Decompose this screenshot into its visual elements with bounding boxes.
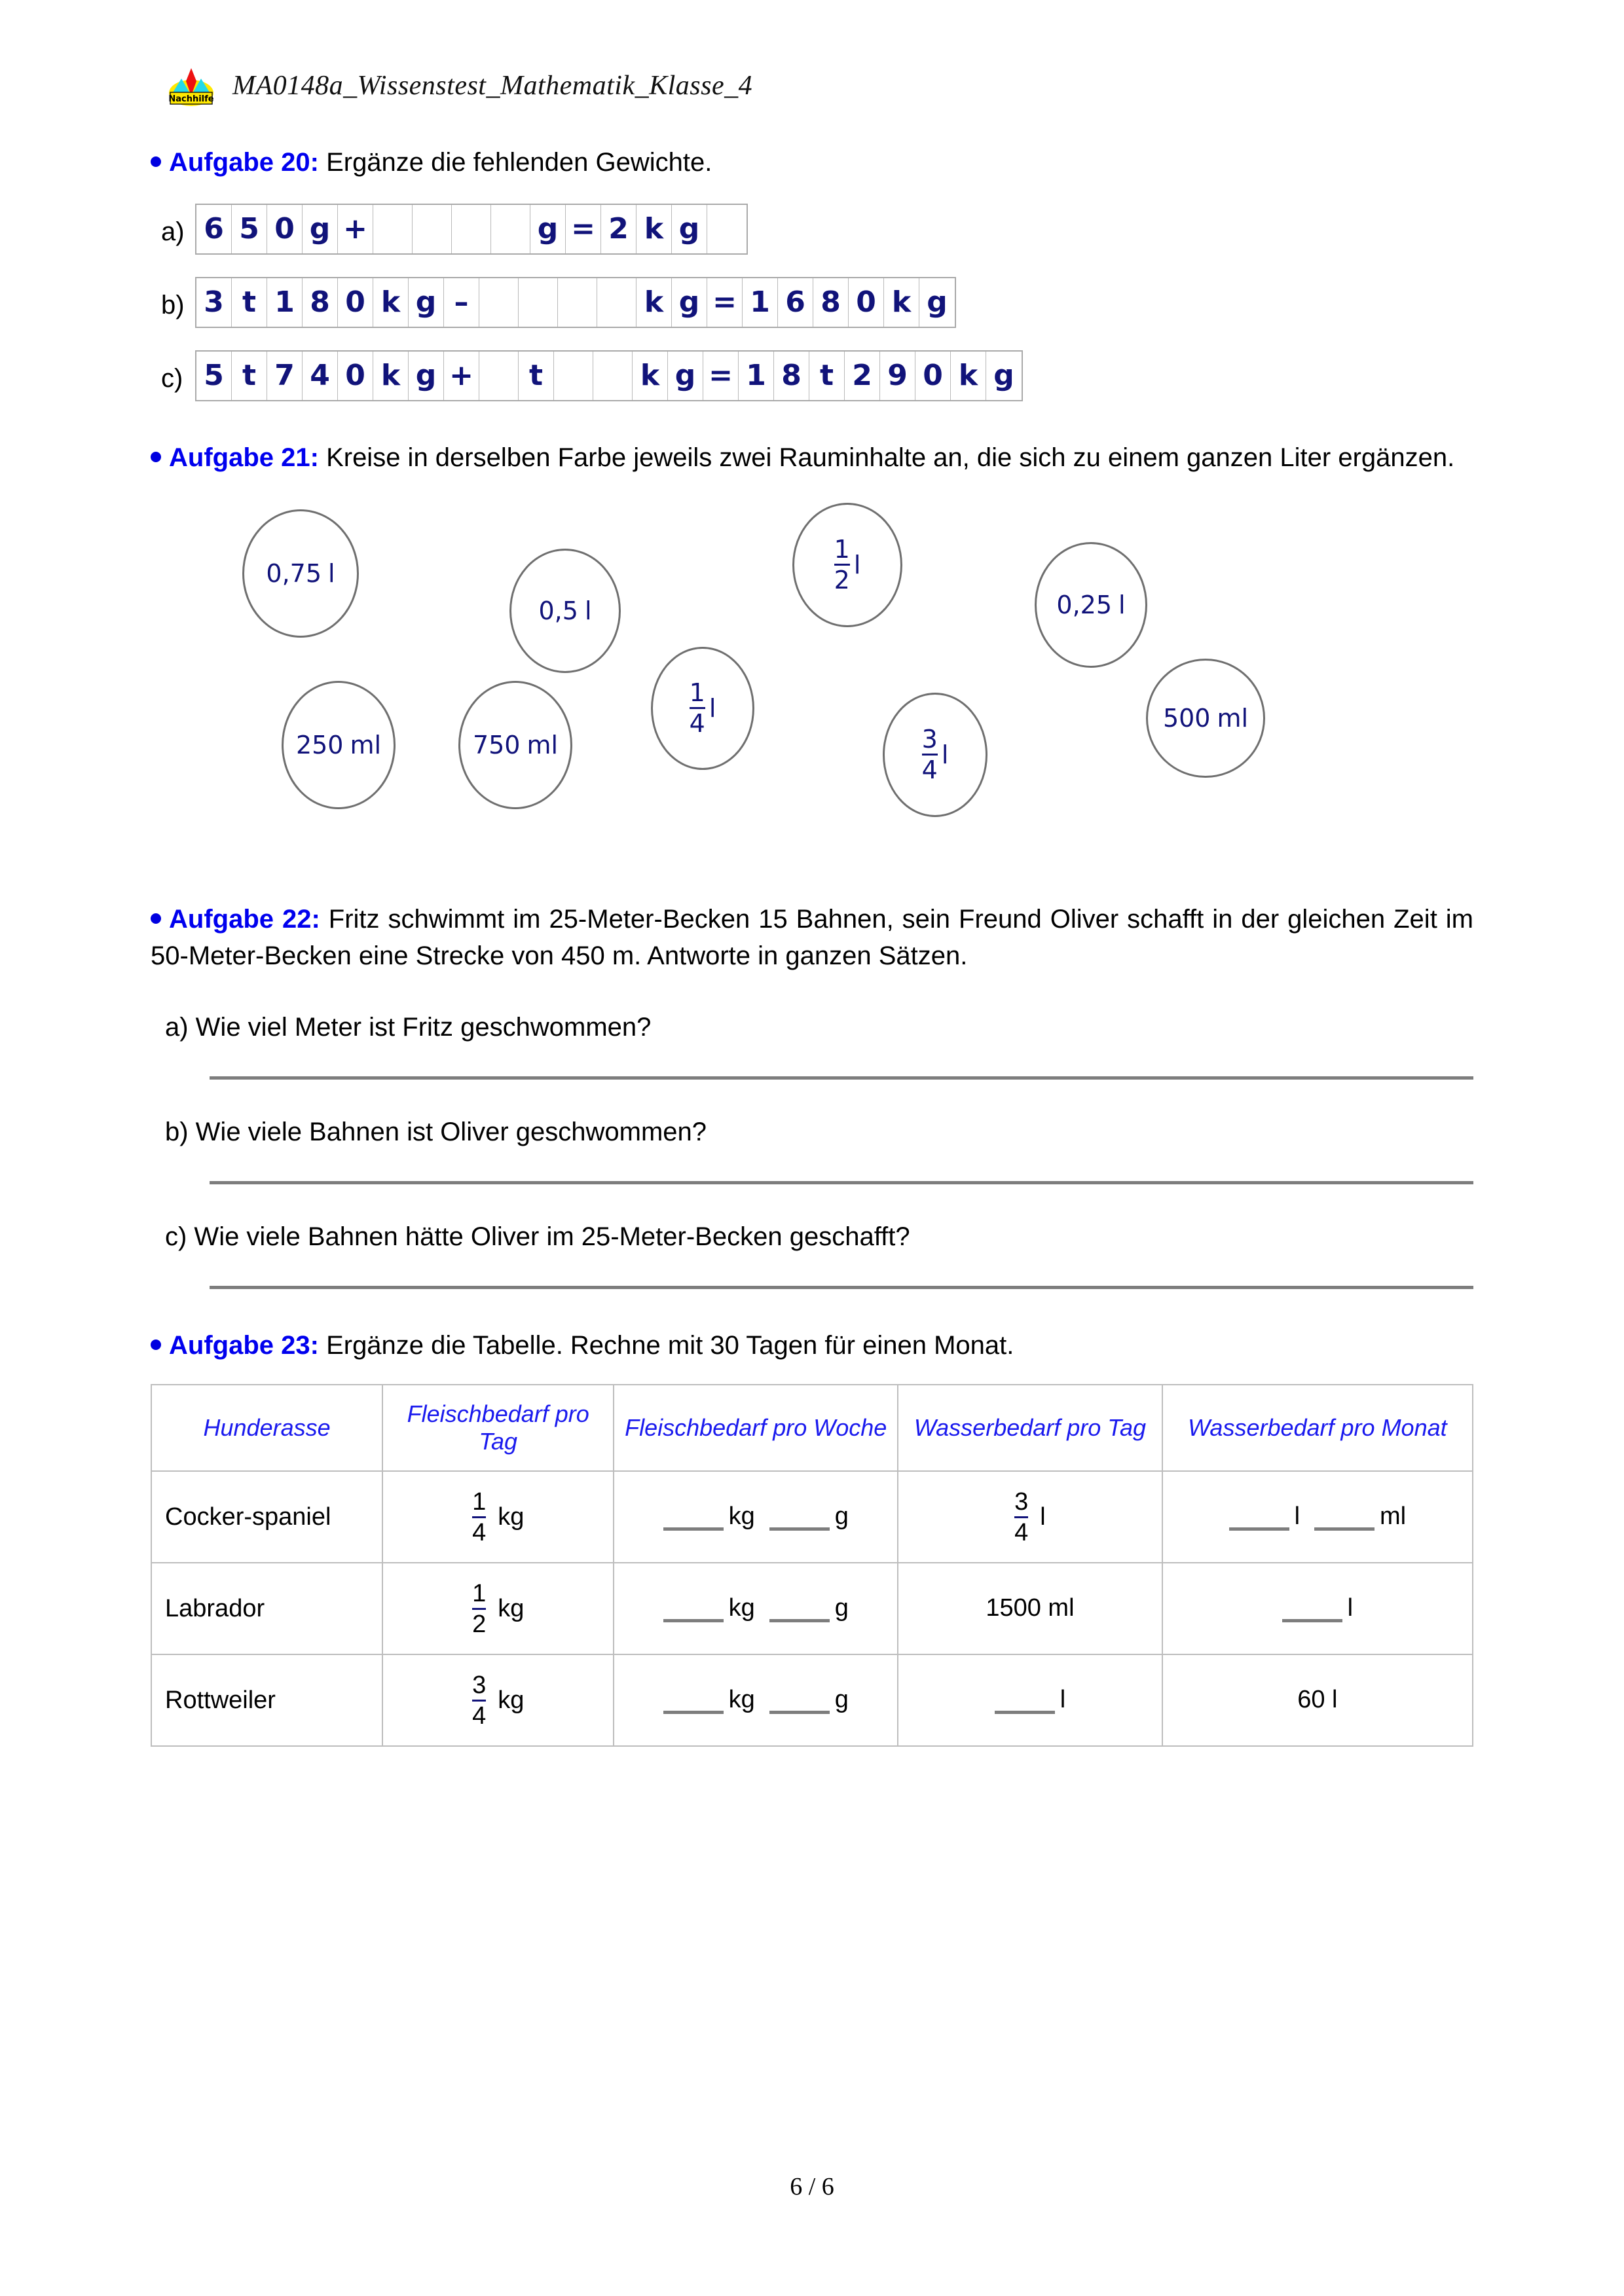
volume-circle-c6[interactable] (458, 681, 572, 809)
table-row (151, 1563, 1473, 1654)
fraction (921, 725, 938, 785)
answer-cell[interactable] (479, 278, 519, 327)
answer-blank[interactable] (995, 1688, 1055, 1714)
column-header-4: Wasserbedarf pro Monat (1162, 1385, 1473, 1471)
task-23 (151, 1327, 1473, 1747)
value-cell: g (530, 205, 566, 253)
denominator: 4 (690, 707, 705, 736)
task-22-label: Aufgabe 22: (169, 904, 320, 934)
volume-value: 0,25 (1056, 590, 1113, 619)
volume-value: 500 (1162, 703, 1211, 733)
value-cell: k (373, 352, 409, 400)
value-cell: k (884, 278, 919, 327)
row-letter: c) (161, 363, 183, 393)
answer-blank[interactable] (663, 1597, 724, 1622)
fraction-with-unit (472, 1489, 524, 1545)
blank-answer-group (995, 1686, 1065, 1713)
numerator: 1 (834, 535, 850, 564)
value-cell: 7 (267, 352, 303, 400)
answer-cell[interactable] (373, 205, 413, 253)
fraction (472, 1673, 486, 1728)
value-cell: 1 (743, 278, 778, 327)
answer-cell[interactable] (597, 278, 637, 327)
numerator: 1 (472, 1580, 487, 1608)
unit-label: l (1040, 1503, 1046, 1531)
equation-row-c (151, 350, 1473, 401)
volume-circle-c5[interactable] (282, 681, 396, 809)
blank-answer-group (663, 1503, 849, 1530)
value-text: 60 l (1297, 1686, 1338, 1714)
unit-label: l (1060, 1686, 1066, 1714)
task-21-heading (151, 439, 1473, 477)
answer-blank[interactable] (769, 1505, 830, 1531)
volume-value: 0,5 (538, 596, 578, 625)
meat-per-week-cell[interactable] (614, 1563, 898, 1654)
bullet-icon (151, 452, 161, 462)
volume-circle-c7[interactable] (651, 647, 754, 770)
answer-line-2[interactable] (210, 1286, 1473, 1289)
value-cell: 2 (601, 205, 637, 253)
answer-blank[interactable] (769, 1597, 830, 1622)
water-per-month-cell[interactable] (1162, 1471, 1473, 1563)
answer-blank[interactable] (1229, 1505, 1289, 1531)
value-cell: k (633, 352, 668, 400)
fraction-with-unit (472, 1581, 524, 1637)
value-cell: 8 (303, 278, 338, 327)
unit-label: l (1294, 1503, 1301, 1531)
numerator: 1 (472, 1488, 487, 1516)
unit-label: kg (498, 1503, 525, 1531)
table-row (151, 1471, 1473, 1563)
value-cell: k (637, 278, 672, 327)
answer-blank[interactable] (769, 1688, 830, 1714)
value-cell: + (338, 205, 373, 253)
table-row (151, 1654, 1473, 1746)
fraction (1014, 1489, 1028, 1545)
unit-label: ml (1380, 1503, 1407, 1531)
meat-per-week-cell[interactable] (614, 1471, 898, 1563)
table-body (151, 1471, 1473, 1746)
answer-cell[interactable] (413, 205, 452, 253)
numerator: 3 (921, 725, 938, 754)
volume-circle-c2[interactable] (509, 549, 621, 673)
unit-label: ml (1217, 703, 1249, 733)
blank-answer-group (663, 1594, 849, 1622)
task-22-questions (151, 1013, 1473, 1289)
answer-blank[interactable] (1282, 1597, 1342, 1622)
task-21 (151, 439, 1473, 863)
fraction-with-unit (472, 1673, 524, 1728)
value-cell: t (809, 352, 845, 400)
value-cell: g (672, 278, 707, 327)
logo-wordmark: Nachhilfe (168, 94, 214, 104)
unit-label: kg (728, 1594, 755, 1622)
volume-circle-c4[interactable] (1035, 542, 1147, 668)
task-21-text: Kreise in derselben Farbe jeweils zwei Rauminhalte an, die sich zu einem ganzen Liter ergänzen. (326, 443, 1455, 472)
column-header-3: Wasserbedarf pro Tag (898, 1385, 1162, 1471)
value-cell: k (637, 205, 672, 253)
answer-blank[interactable] (1314, 1505, 1375, 1531)
unit-label: ml (526, 730, 559, 759)
breed-name: Labrador (151, 1563, 382, 1654)
fraction (472, 1489, 486, 1545)
value-cell: 8 (813, 278, 849, 327)
table-header-row (151, 1385, 1473, 1471)
answer-line-1[interactable] (210, 1181, 1473, 1184)
answer-cell[interactable] (452, 205, 491, 253)
task-23-text: Ergänze die Tabelle. Rechne mit 30 Tagen für einen Monat. (326, 1331, 1014, 1360)
volume-circle-c1[interactable] (242, 509, 359, 638)
fraction (690, 680, 705, 736)
value-cell: g (668, 352, 703, 400)
numerator: 1 (689, 678, 705, 708)
meat-per-day-cell (382, 1471, 614, 1563)
value-cell: 6 (778, 278, 813, 327)
value-cell: 4 (303, 352, 338, 400)
value-cell: 6 (196, 205, 232, 253)
task-20-heading (151, 144, 1473, 181)
unit-label: l (328, 558, 335, 588)
unit-label: g (834, 1686, 849, 1714)
value-cell: 0 (338, 278, 373, 327)
column-header-0: Hunderasse (151, 1385, 382, 1471)
value-cell: 9 (880, 352, 915, 400)
unit-label: l (941, 740, 949, 769)
answer-blank[interactable] (663, 1688, 724, 1714)
answer-cell[interactable] (707, 205, 747, 253)
unit-label: l (1347, 1594, 1354, 1622)
value-cell: t (232, 352, 267, 400)
task-22-question-1: b) Wie viele Bahnen ist Oliver geschwommen? (165, 1118, 707, 1147)
numerator: 3 (472, 1671, 487, 1700)
task-22-heading (151, 901, 1473, 975)
blank-answer-group (1229, 1503, 1407, 1530)
task-23-label: Aufgabe 23: (169, 1331, 319, 1360)
row-letter: a) (161, 217, 185, 246)
denominator: 4 (472, 1700, 486, 1728)
value-cell: 5 (196, 352, 232, 400)
meat-per-week-cell[interactable] (614, 1654, 898, 1746)
answer-cell[interactable] (554, 352, 593, 400)
fraction (834, 535, 850, 595)
fraction-with-unit (1014, 1489, 1046, 1545)
value-cell: t (519, 352, 554, 400)
row-letter: b) (161, 290, 185, 319)
value-cell: = (703, 352, 739, 400)
denominator: 4 (472, 1516, 486, 1545)
value-cell: = (566, 205, 601, 253)
value-cell: 5 (232, 205, 267, 253)
unit-label: l (584, 596, 592, 625)
volume-circle-c9[interactable] (1146, 659, 1265, 778)
water-per-month-cell (1162, 1654, 1473, 1746)
denominator: 2 (472, 1608, 486, 1637)
task-20-text: Ergänze die fehlenden Gewichte. (326, 148, 712, 177)
value-cell: k (373, 278, 409, 327)
answer-cell[interactable] (491, 205, 530, 253)
page-footer: 6 / 6 (790, 2173, 834, 2200)
volume-circle-c8[interactable] (883, 693, 987, 817)
blank-answer-group (1282, 1594, 1353, 1622)
bullet-icon (151, 913, 161, 924)
denominator: 4 (922, 754, 938, 782)
meat-per-day-cell (382, 1563, 614, 1654)
equation-cell-grid (195, 277, 956, 328)
fraction (472, 1581, 486, 1637)
denominator: 4 (1014, 1516, 1028, 1545)
column-header-1: Fleischbedarf pro Tag (382, 1385, 614, 1471)
value-cell: g (927, 285, 948, 319)
breed-name: Rottweiler (151, 1654, 382, 1746)
equation-cell-grid (195, 350, 1023, 401)
numerator: 3 (1014, 1488, 1029, 1516)
answer-blank[interactable] (663, 1505, 724, 1531)
value-cell: 0 (267, 205, 303, 253)
unit-label: kg (728, 1686, 755, 1714)
answer-cell[interactable] (558, 278, 597, 327)
volume-value: 750 (472, 730, 521, 759)
water-per-day-cell (898, 1563, 1162, 1654)
equation-row-b (151, 277, 1473, 328)
value-cell: 8 (774, 352, 809, 400)
value-cell: 0 (338, 352, 373, 400)
task-20-rows (151, 204, 1473, 401)
breed-name: Cocker-spaniel (151, 1471, 382, 1563)
value-cell: 3 (196, 278, 232, 327)
answer-cell[interactable] (519, 278, 558, 327)
task-22-question-0: a) Wie viel Meter ist Fritz geschwommen? (165, 1013, 652, 1042)
task-23-heading (151, 1327, 1473, 1364)
volume-circle-c3[interactable] (792, 503, 902, 627)
document-title: MA0148a_Wissenstest_Mathematik_Klasse_4 (232, 71, 753, 101)
value-cell: 0 (915, 352, 951, 400)
answer-line-0[interactable] (210, 1076, 1473, 1080)
task-22 (151, 901, 1473, 1290)
unit-label: kg (498, 1686, 525, 1715)
meat-per-day-cell (382, 1654, 614, 1746)
unit-label: l (853, 550, 861, 579)
task-22-text: Fritz schwimmt im 25-Meter-Becken 15 Bahnen, sein Freund Oliver schafft in der gleichen Zeit im 50-Meter-Becken eine Strecke von 450 m. Antworte in ganzen Sätzen. (151, 904, 1473, 971)
unit-label: kg (498, 1595, 525, 1623)
task-20 (151, 144, 1473, 401)
column-header-2: Fleischbedarf pro Woche (614, 1385, 898, 1471)
volume-value: 250 (295, 730, 344, 759)
value-cell: g (993, 358, 1014, 392)
bullet-icon (151, 1339, 161, 1350)
value-cell: t (232, 278, 267, 327)
blank-answer-group (663, 1686, 849, 1713)
answer-cell[interactable] (593, 352, 633, 400)
value-cell: g (409, 278, 444, 327)
value-cell: – (444, 278, 479, 327)
unit-label: ml (350, 730, 382, 759)
value-cell: 2 (845, 352, 880, 400)
page-header (151, 0, 1473, 106)
volume-circles-group (151, 496, 1473, 863)
value-cell: g (409, 352, 444, 400)
water-per-day-cell[interactable] (898, 1654, 1162, 1746)
equation-cell-grid (195, 204, 748, 255)
water-per-day-cell (898, 1471, 1162, 1563)
value-cell: k (951, 352, 986, 400)
unit-label: g (834, 1594, 849, 1622)
value-cell: g (672, 205, 707, 253)
value-cell: 0 (849, 278, 884, 327)
value-cell: = (707, 278, 743, 327)
answer-cell[interactable] (479, 352, 519, 400)
volume-value: 0,75 (266, 558, 322, 588)
value-cell: 1 (267, 278, 303, 327)
value-cell: 1 (739, 352, 774, 400)
unit-label: l (1118, 590, 1126, 619)
nachhilfe-logo-icon (167, 65, 215, 106)
unit-label: l (709, 693, 716, 723)
task-20-label: Aufgabe 20: (169, 148, 319, 177)
value-text: 1500 ml (986, 1594, 1075, 1622)
denominator: 2 (834, 564, 850, 592)
value-cell: + (444, 352, 479, 400)
water-per-month-cell[interactable] (1162, 1563, 1473, 1654)
value-cell: g (303, 205, 338, 253)
equation-row-a (151, 204, 1473, 255)
task-21-label: Aufgabe 21: (169, 443, 319, 472)
task-22-question-2: c) Wie viele Bahnen hätte Oliver im 25-Meter-Becken geschafft? (165, 1222, 910, 1252)
dog-requirements-table (151, 1384, 1473, 1747)
bullet-icon (151, 156, 161, 167)
unit-label: kg (728, 1503, 755, 1531)
unit-label: g (834, 1503, 849, 1531)
